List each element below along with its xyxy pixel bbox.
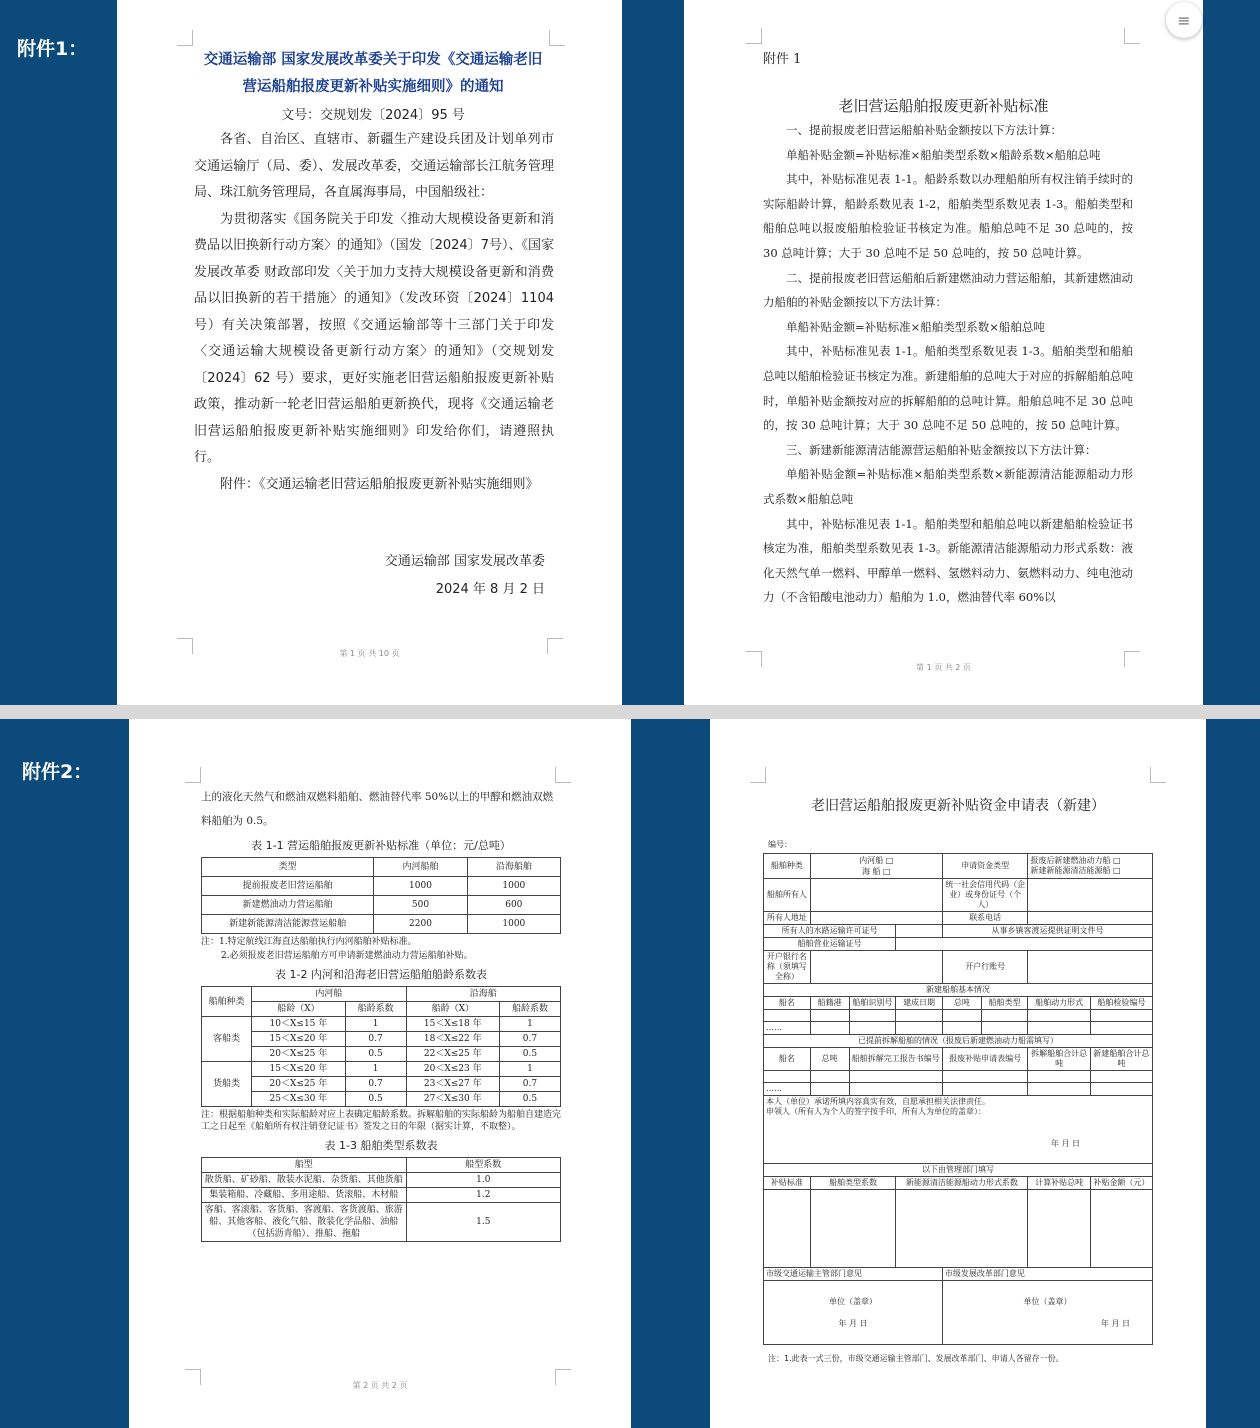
section-header: 以下由管理部门填写 (764, 1164, 1153, 1177)
table-1-2 (201, 986, 561, 1107)
tables-page (129, 719, 631, 1428)
table-cell: 提前报废老旧营运船舶 (202, 877, 374, 896)
table-header: 船型系数 (406, 1158, 560, 1173)
application-form-table (763, 853, 1153, 1345)
table-header: 船龄（X） (406, 1002, 499, 1017)
standard-page (684, 0, 1203, 705)
notice-page (117, 0, 622, 705)
table-cell: 0.7 (345, 1032, 406, 1047)
table-cell: 0.5 (345, 1047, 406, 1062)
table-cell: 23＜X≤27 年 (406, 1077, 499, 1092)
phone-field[interactable] (1028, 912, 1153, 925)
table-cell: 20＜X≤23 年 (406, 1062, 499, 1077)
notice-title-line1: 交通运输部 国家发展改革委关于印发《交通运输老旧 (203, 52, 543, 68)
formula: 单船补贴金额=补贴标准×船舶类型系数×船龄系数×船舶总吨 (786, 147, 1101, 162)
credit-code-field[interactable] (1028, 879, 1153, 912)
table-cell: 1 (499, 1017, 560, 1032)
field-label: 统一社会信用代码（企业）或身份证号（个人） (942, 879, 1028, 912)
column-header: 补贴金额（元） (1090, 1177, 1152, 1190)
field-label: 市级发展改革部门意见 (942, 1268, 1152, 1281)
table-cell: 散货船、矿砂船、散装水泥船、杂货船、其他货船 (202, 1173, 407, 1188)
crop-mark (549, 30, 565, 46)
table-row (202, 1047, 561, 1062)
table-note: 注：1.特定航线江海直达船舶执行内河船舶补贴标准。 (201, 937, 417, 947)
field-label: 船舶所有人 (764, 879, 811, 912)
form-number-label: 编号： (768, 840, 792, 849)
table-cell: 集装箱船、冷藏船、多用途船、货滚船、木材船 (202, 1188, 407, 1203)
table-cell: 新建燃油动力营运船舶 (202, 896, 374, 915)
paragraph: 三、新建新能源清洁能源营运船舶补贴金额按以下方法计算： (786, 442, 1097, 457)
table-cell: 0.7 (499, 1032, 560, 1047)
table-cell: 1000 (467, 877, 560, 896)
paragraph: 其中，补贴标准见表 1-1。船龄系数以办理船舶所有权注销手续时的实际船龄计算，船龄系数见表 1-2，船舶类型系数见表 1-3。船舶类型和船舶总吨以报废船舶检验证书核定为准。船舶总吨不足 30 总吨的，按 30 总吨计算；大于 30 总吨不足 50 总吨的，按 50 总吨计算。 (763, 172, 1133, 260)
addressee-paragraph: 各省、自治区、直辖市、新疆生产建设兵团及计划单列市交通运输厅（局、委）、发展改革委，交通运输部长江航务管理局、珠江航务管理局，各直属海事局，中国船级社： (194, 132, 554, 200)
table-cell: 27＜X≤30 年 (406, 1092, 499, 1107)
notice-title-line2: 营运船舶报废更新补贴实施细则》的通知 (242, 79, 504, 95)
table-1-1-caption: 表 1-1 营运船舶报废更新补贴标准（单位：元/总吨） (251, 839, 511, 852)
sea-checkbox[interactable]: 海 船 □ (861, 867, 891, 876)
application-form-page (710, 719, 1206, 1428)
table-cell: 新建新能源清洁能源营运船舶 (202, 915, 374, 934)
inland-checkbox[interactable]: 内河船 □ (859, 856, 894, 865)
field-label: 从事乡镇客渡运提供证明文件号 (942, 925, 1152, 938)
notice-date: 2024 年 8 月 2 日 (435, 582, 545, 597)
ellipsis: …… (764, 1022, 811, 1035)
seal-label: 单位（盖章） (828, 1296, 877, 1306)
owner-field[interactable] (810, 879, 942, 912)
page-footer: 第 1 页 共 10 页 (339, 649, 400, 658)
ellipsis: …… (764, 1083, 811, 1096)
column-header: 新建船舶合计总吨 (1090, 1048, 1152, 1071)
address-field[interactable] (810, 912, 942, 925)
table-1-3-caption: 表 1-3 船舶类型系数表 (324, 1139, 438, 1152)
table-cell: 15＜X≤20 年 (252, 1032, 345, 1047)
page-footer: 第 2 页 共 2 页 (352, 1381, 408, 1390)
main-paragraph: 为贯彻落实《国务院关于印发〈推动大规模设备更新和消费品以旧换新行动方案〉的通知》（国发〔2024〕7号）、《国家发展改革委 财政部印发〈关于加力支持大规模设备更新和消费品以旧换新的若干措施〉的通知》（发改环资〔2024〕1104 号）有关决策部署，按照《交通运输部等十三部门关于印发〈交通运输大规模设备更新行动方案〉的通知》（交规划发〔2024〕62 号）要求，更好实施老旧营运船舶报废更新补贴政策，推动新一轮老旧营运船舶更新换代，现将《交通运输老旧营运船舶报废更新补贴实施细则》印发给你们，请遵照执行。 (194, 211, 554, 465)
field-label: 开户银行名称（须填写全称） (764, 951, 811, 984)
paragraph: 其中，补贴标准见表 1-1。船舶类型系数见表 1-3。船舶类型和船舶总吨以船舶检验证书核定为准。新建船舶的总吨大于对应的拆解船舶总吨时，单船补贴金额按对应的拆解船舶的总吨计算。船舶总吨不足 30 总吨的，按 30 总吨计算；大于 30 总吨不足 50 总吨的，按 50 总吨计算。 (763, 344, 1133, 433)
table-cell: 25＜X≤30 年 (252, 1092, 345, 1107)
table-cell: 600 (467, 896, 560, 915)
formula: 单船补贴金额=补贴标准×船舶类型系数×船舶总吨 (786, 319, 1045, 334)
standard-title: 老旧营运船舶报废更新补贴标准 (838, 97, 1049, 115)
table-cell: 1000 (467, 915, 560, 934)
annex-label: 附件 1 (763, 52, 802, 67)
field-label: 市级交通运输主管部门意见 (764, 1268, 943, 1281)
table-cell: 客船、客滚船、客货船、客渡船、客货渡船、旅游船、其他客船、液化气船、散装化学品船、油船（包括沥青船）、推船、拖船 (202, 1203, 407, 1242)
field-label: 船舶种类 (764, 854, 811, 879)
crop-mark (746, 28, 762, 44)
table-row (202, 896, 561, 915)
column-header: 新能源清洁能源船动力形式系数 (896, 1177, 1028, 1190)
formula: 单船补贴金额=补贴标准×船舶类型系数×新能源清洁能源船动力形式系数×船舶总吨 (763, 467, 1133, 506)
table-header: 类型 (202, 858, 374, 877)
paragraph: 二、提前报废老旧营运船舶后新建燃油动力营运船舶，其新建燃油动力船舶的补贴金额按以下方法计算： (763, 270, 1133, 310)
page-footer: 第 1 页 共 2 页 (916, 663, 971, 672)
seal-date: 年 月 日 (838, 1318, 868, 1328)
table-1-1 (201, 857, 561, 934)
column-header: 船名 (764, 997, 811, 1010)
table-1-2-caption: 表 1-2 内河和沿海老旧营运船舶船龄系数表 (275, 968, 487, 981)
table-cell: 22＜X≤25 年 (406, 1047, 499, 1062)
table-cell: 500 (374, 896, 467, 915)
table-note: 注：根据船舶种类和实际船龄对应上表确定船龄系数。拆解船舶的实际船龄为船舶自建造完工之日起至《船舶所有权注销登记证书》签发之日的年限（据实计算，不取整）。 (201, 1110, 562, 1132)
column-header: 建成日期 (896, 997, 943, 1010)
field-label: 开户行账号 (942, 951, 1028, 984)
fund-option-new-energy[interactable]: 新建新能源清洁能源船 □ (1030, 866, 1121, 875)
signatories: 交通运输部 国家发展改革委 (384, 554, 545, 569)
table-row (202, 1092, 561, 1107)
standard-body (763, 118, 1133, 610)
column-header: 船舶检验编号 (1090, 997, 1152, 1010)
table-header: 沿海船 (406, 987, 560, 1002)
document-number: 文号：交规划发〔2024〕95 号 (281, 108, 465, 123)
column-header: 总吨 (810, 1048, 849, 1071)
table-cell: 0.7 (499, 1077, 560, 1092)
table-cell: 1000 (374, 877, 467, 896)
table-row (202, 1062, 561, 1077)
bank-account-field[interactable] (1028, 951, 1153, 984)
crop-mark (750, 767, 766, 783)
attachment-1-label: 附件1： (17, 38, 88, 60)
intro-text: 上的液化天然气和燃油双燃料船舶、燃油替代率 50%以上的甲醇和燃油双燃料船舶为 0.5。 (201, 791, 554, 827)
table-cell: 1.2 (406, 1188, 560, 1203)
crop-mark (1150, 767, 1166, 783)
table-header: 沿海船舶 (467, 858, 560, 877)
column-header: 报废补贴申请表编号 (942, 1048, 1028, 1071)
table-note: 2.必须报废老旧营运船舶方可申请新建燃油动力营运船舶补贴。 (221, 951, 473, 961)
table-cell: 20＜X≤25 年 (252, 1047, 345, 1062)
table-row (202, 1077, 561, 1092)
table-row (202, 877, 561, 896)
bank-name-field[interactable] (810, 951, 942, 984)
section-header: 新建船舶基本情况 (764, 984, 1153, 997)
column-header: 船舶类型系数 (810, 1177, 896, 1190)
table-header: 船龄（X） (252, 1002, 345, 1017)
column-header: 船舶识别号 (849, 997, 896, 1010)
field-label: 所有人的水路运输许可证号 (764, 925, 896, 938)
table-header: 内河船 (252, 987, 406, 1002)
table-cell: 0.7 (345, 1077, 406, 1092)
seal-date: 年 月 日 (1100, 1318, 1130, 1328)
column-header: 补贴标准 (764, 1177, 811, 1190)
column-header: 计算补贴总吨 (1028, 1177, 1090, 1190)
table-1-3 (201, 1157, 561, 1242)
form-title: 老旧营运船舶报废更新补贴资金申请表（新建） (811, 798, 1105, 814)
fund-option-fuel[interactable]: 报废后新建燃油动力船 □ (1030, 856, 1121, 865)
applicant-signature-label: 申领人（所有人为个人的签字按手印，所有人为单位的盖章）： (766, 1107, 986, 1116)
scroll-menu-icon[interactable]: ≡ (1166, 2, 1202, 38)
attachment-2-label: 附件2： (22, 761, 93, 783)
tables-content (201, 785, 561, 1242)
table-cell: 10＜X≤15 年 (252, 1017, 345, 1032)
table-cell: 18＜X≤22 年 (406, 1032, 499, 1047)
field-label: 申请资金类型 (942, 854, 1028, 879)
crop-mark (1124, 28, 1140, 44)
table-header: 船舶种类 (202, 987, 252, 1017)
seal-label: 单位（盖章） (1023, 1296, 1072, 1306)
license-field[interactable] (896, 925, 943, 938)
table-row (202, 1173, 561, 1188)
column-header: 总吨 (942, 997, 981, 1010)
column-header: 船舶拆解完工报告书编号 (849, 1048, 942, 1071)
crop-mark (185, 767, 201, 783)
attachment-paragraph: 附件：《交通运输老旧营运船舶报废更新补贴实施细则》 (220, 476, 539, 492)
table-cell: 0.5 (499, 1092, 560, 1107)
table-cell: 1 (345, 1017, 406, 1032)
table-row (202, 1032, 561, 1047)
table-row (202, 1203, 561, 1242)
column-header: 船名 (764, 1048, 811, 1071)
crop-mark (177, 30, 193, 46)
table-cell: 1.5 (406, 1203, 560, 1242)
table-row (202, 1188, 561, 1203)
field-label: 船舶营业运输证号 (764, 938, 896, 951)
column-header: 拆解船舶合计总吨 (1028, 1048, 1090, 1071)
row-group-label: 货船类 (202, 1062, 252, 1107)
table-header: 内河船舶 (374, 858, 467, 877)
section-header: 已提前拆解船舶的情况（报废后新建燃油动力船需填写） (764, 1035, 1153, 1048)
op-cert-field[interactable] (896, 938, 1153, 951)
paragraph: 其中，补贴标准见表 1-1。船舶类型和船舶总吨以新建船舶检验证书核定为准，船舶类型系数见表 1-3。新能源清洁能源船动力形式系数：液化天然气单一燃料、甲醇单一燃料、氢燃料动力、氨燃料动力、纯电池动力（不含铅酸电池动力）船舶为 1.0，燃油替代率 60%以 (763, 516, 1133, 605)
field-label: 所有人地址 (764, 912, 811, 925)
table-header: 船型 (202, 1158, 407, 1173)
table-cell: 1 (345, 1062, 406, 1077)
table-cell: 1.0 (406, 1173, 560, 1188)
table-header: 船龄系数 (345, 1002, 406, 1017)
column-header: 船舶动力形式 (1028, 997, 1090, 1010)
table-cell: 2200 (374, 915, 467, 934)
section-divider (0, 705, 1260, 719)
paragraph: 一、提前报废老旧营运船舶补贴金额按以下方法计算： (786, 123, 1062, 137)
row-group-label: 客船类 (202, 1017, 252, 1062)
pledge-text: 本人（单位）承诺所填内容真实有效，自愿承担相关法律责任。 (766, 1097, 990, 1106)
notice-body (194, 127, 554, 498)
column-header: 船籍港 (810, 997, 849, 1010)
column-header: 船舶类型 (981, 997, 1028, 1010)
table-row (202, 1017, 561, 1032)
table-row (202, 915, 561, 934)
form-note: 注：1.此表一式三份，市级交通运输主管部门、发展改革部门、申请人各留存一份。 (768, 1354, 1064, 1363)
table-cell: 15＜X≤18 年 (406, 1017, 499, 1032)
table-header: 船龄系数 (499, 1002, 560, 1017)
field-label: 联系电话 (942, 912, 1028, 925)
table-cell: 0.5 (499, 1047, 560, 1062)
table-cell: 20＜X≤25 年 (252, 1077, 345, 1092)
table-cell: 15＜X≤20 年 (252, 1062, 345, 1077)
crop-mark (555, 767, 571, 783)
table-cell: 0.5 (345, 1092, 406, 1107)
table-cell: 1 (499, 1062, 560, 1077)
pledge-date: 年 月 日 (1050, 1139, 1080, 1148)
